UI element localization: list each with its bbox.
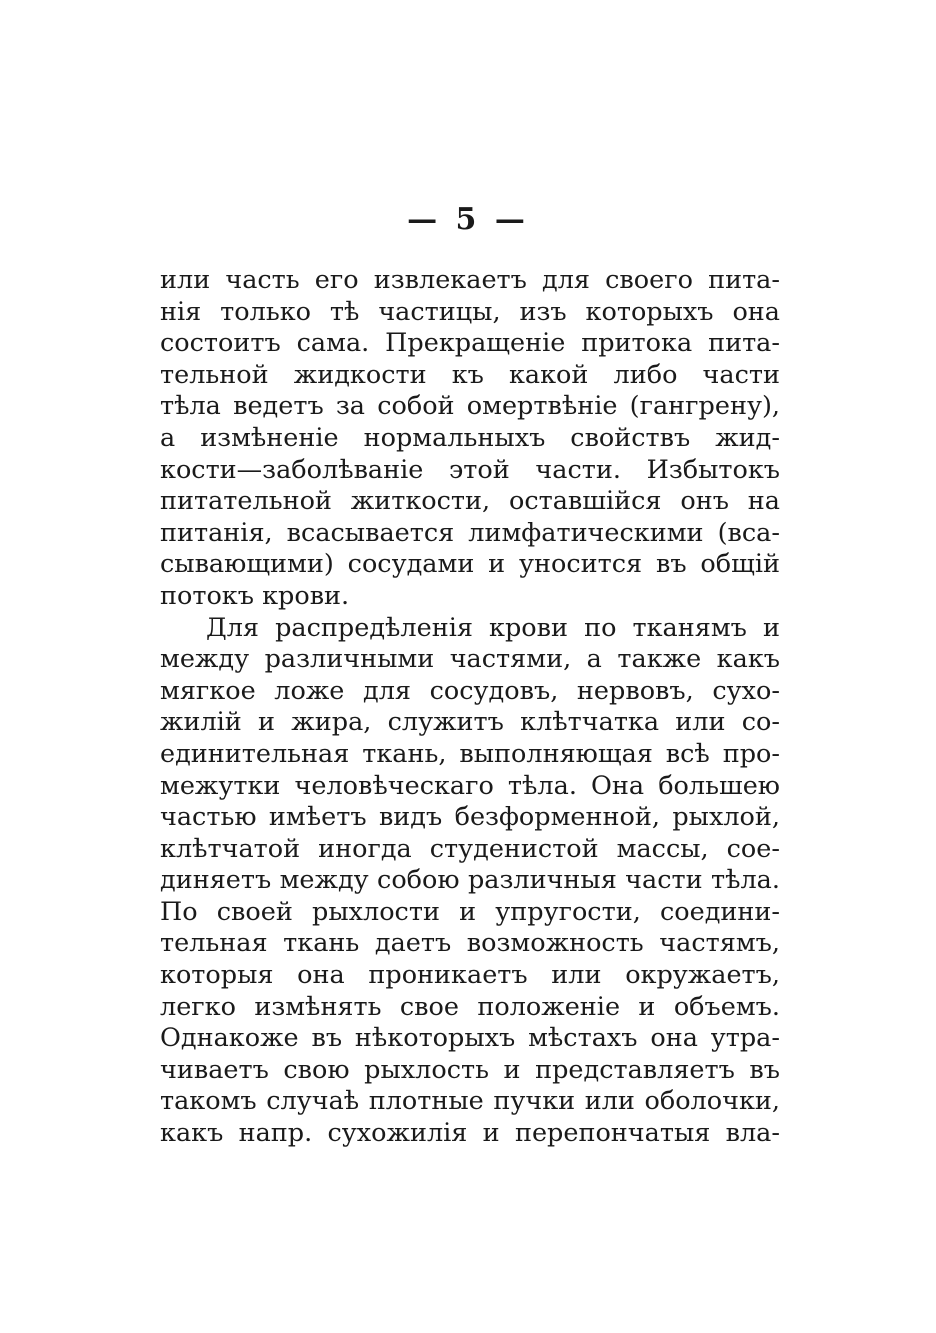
text-line: или часть его извлекаетъ для своего пита- — [160, 265, 780, 295]
text-line: питательной житкости, оставшійся онъ на — [160, 486, 780, 517]
text-line: тельная ткань даетъ возможность частямъ, — [160, 928, 780, 959]
text-line: частью имѣетъ видъ безформенной, рыхлой, — [160, 802, 780, 833]
text-line: которыя она проникаетъ или окружаетъ, — [160, 960, 780, 991]
text-line: мягкое ложе для сосудовъ, нервовъ, сухо- — [160, 675, 780, 706]
text-line: По своей рыхлости и упругости, соедини- — [160, 896, 780, 927]
text-line: питанія, всасывается лимфатическими (вса- — [160, 517, 780, 548]
text-line: жилій и жира, служитъ клѣтчатка или со- — [160, 707, 780, 738]
text-line: межутки человѣческаго тѣла. Она большею — [160, 770, 780, 801]
text-line: потокъ крови. — [160, 580, 350, 611]
text-line: какъ напр. сухожилія и перепончатыя вла- — [160, 1118, 780, 1149]
text-line: сывающими) сосудами и уносится въ общій — [160, 549, 780, 580]
text-line: легко измѣнять свое положеніе и объемъ. — [160, 991, 780, 1022]
text-line: а измѣненіе нормальныхъ свойствъ жид- — [160, 422, 780, 453]
text-line: такомъ случаѣ плотные пучки или оболочки, — [160, 1086, 780, 1117]
text-line: Для распредѣленія крови по тканямъ и — [206, 612, 780, 643]
text-line: Однакоже въ нѣкоторыхъ мѣстахъ она утра- — [160, 1023, 780, 1054]
text-line: клѣтчатой иногда студенистой массы, сое- — [160, 833, 780, 864]
text-line: тѣла ведетъ за собой омертвѣніе (гангрену), — [160, 391, 780, 422]
text-line: кости—заболѣваніе этой части. Избытокъ — [160, 454, 780, 485]
page-number: — 5 — — [407, 202, 529, 237]
body-text — [160, 265, 780, 1150]
text-line: единительная ткань, выполняющая всѣ про- — [160, 738, 780, 769]
text-line: между различными частями, а также какъ — [160, 644, 780, 675]
text-line: нія только тѣ частицы, изъ которыхъ она — [160, 296, 780, 327]
text-line: состоитъ сама. Прекращеніе притока пита- — [160, 328, 780, 359]
text-line: диняетъ между собою различныя части тѣла. — [160, 865, 780, 896]
text-line: тельной жидкости къ какой либо части — [160, 359, 780, 390]
paragraph-1 — [160, 265, 780, 613]
paragraph-2 — [160, 613, 780, 1150]
text-line: чиваетъ свою рыхлость и представляетъ въ — [160, 1054, 780, 1085]
